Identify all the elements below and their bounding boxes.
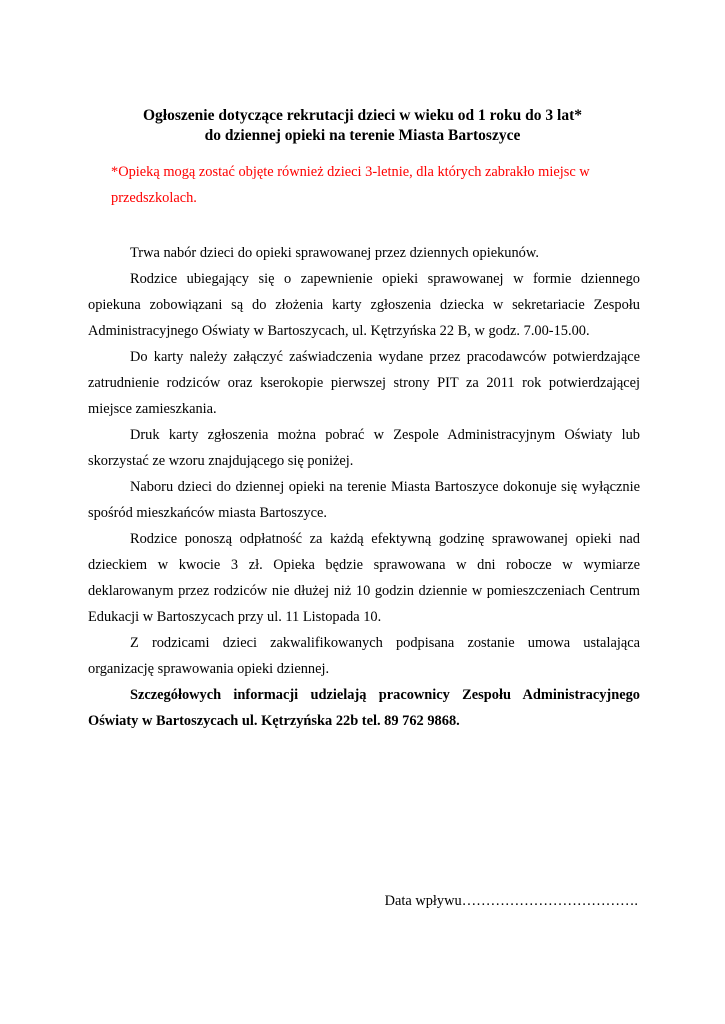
- paragraph-agreement: Z rodzicami dzieci zakwalifikowanych podpisana zostanie umowa ustalająca organizację sprawowania opieki dziennej.: [88, 635, 640, 677]
- title-line-2: do dziennej opieki na terenie Miasta Bartoszyce: [204, 127, 521, 144]
- paragraph-application: Rodzice ubiegający się o zapewnienie opieki sprawowanej w formie dziennego opiekuna zobowiązani są do złożenia karty zgłoszenia dziecka w sekretariacie Zespołu Administracyjnego Oświaty w Bartoszycach, ul. Kętrzyńska 22 B, w godz. 7.00-15.00.: [88, 271, 640, 339]
- paragraph-form-download: Druk karty zgłoszenia można pobrać w Zespole Administracyjnym Oświaty lub skorzystać ze wzoru znajdującego się poniżej.: [88, 427, 640, 469]
- paragraph-contact-info: Szczegółowych informacji udzielają pracownicy Zespołu Administracyjnego Oświaty w Bartoszycach ul. Kętrzyńska 22b tel. 89 762 9868.: [88, 687, 640, 729]
- paragraph-attachments: Do karty należy załączyć zaświadczenia wydane przez pracodawców potwierdzające zatrudnienie rodziców oraz kserokopie pierwszej strony PIT za 2011 rok potwierdzającej miejsce zamieszkania.: [88, 349, 640, 417]
- document-body: [88, 240, 640, 734]
- title-line-1: Ogłoszenie dotyczące rekrutacji dzieci w wieku od 1 roku do 3 lat*: [143, 107, 582, 124]
- receipt-date-field: Data wpływu……………………………….: [384, 893, 638, 909]
- paragraph-fees: Rodzice ponoszą odpłatność za każdą efektywną godzinę sprawowanej opieki nad dzieckiem w kwocie 3 zł. Opieka będzie sprawowana w dni robocze w wymiarze deklarowanym przez rodziców nie dłużej niż 10 godzin dziennie w pomieszczeniach Centrum Edukacji w Bartoszycach przy ul. 11 Listopada 10.: [88, 531, 640, 625]
- paragraph-enrollment: Trwa nabór dzieci do opieki sprawowanej przez dziennych opiekunów.: [130, 245, 539, 261]
- document-title: [60, 106, 665, 146]
- footnote-note: *Opieką mogą zostać objęte również dzieci 3-letnie, dla których zabrakło miejsc w przedszkolach.: [111, 164, 590, 206]
- paragraph-eligibility: Naboru dzieci do dziennej opieki na terenie Miasta Bartoszyce dokonuje się wyłącznie spośród mieszkańców miasta Bartoszyce.: [88, 479, 640, 521]
